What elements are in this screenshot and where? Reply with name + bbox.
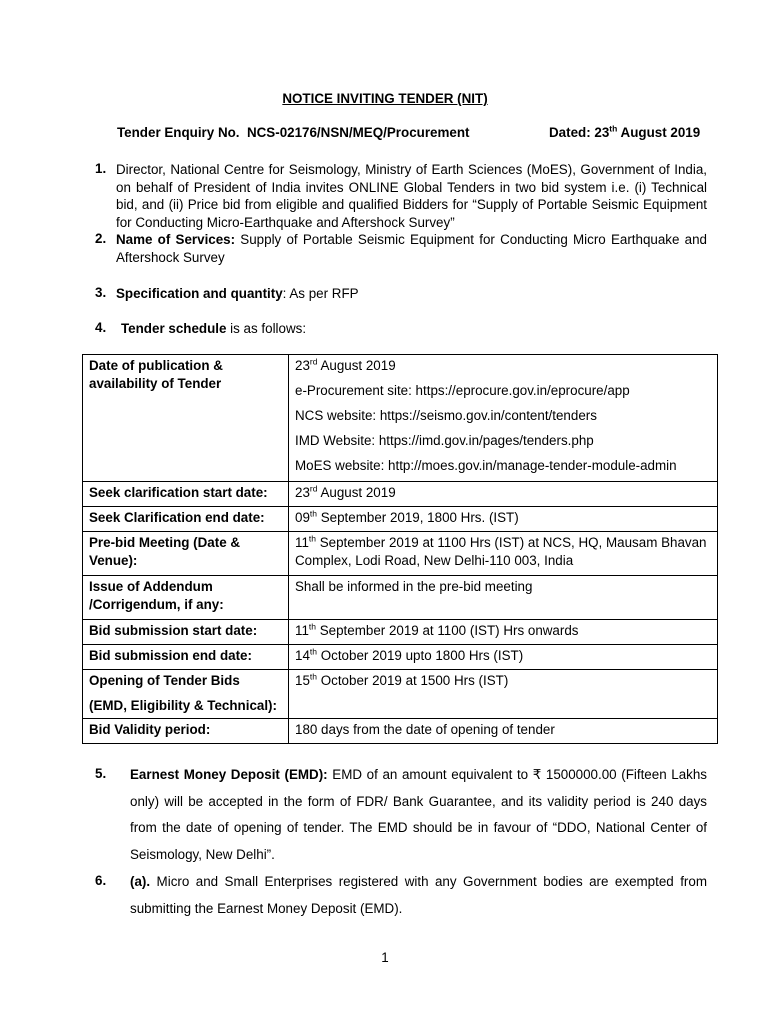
cell-sup: th [309,671,317,682]
tender-date-rest: August 2019 [617,125,701,140]
tender-date-day: Dated: 23 [549,125,610,140]
item-5-number: 5. [95,766,107,781]
item-1-number: 1. [95,161,107,176]
schedule-value-publication [289,355,718,482]
cell-sup: th [309,508,317,519]
cell-rest: September 2019 at 1100 Hrs (IST) at NCS, HQ, Mausam Bhavan Complex, Lodi Road, New Delhi-110 003, India [295,535,707,568]
table-row [83,576,718,620]
cell-day: 11 [295,623,309,638]
page-number: 1 [381,950,389,965]
publication-date [295,357,711,382]
item-3-label: Specification and quantity [116,286,283,301]
imd-website: IMD Website: https://imd.gov.in/pages/tenders.php [295,433,594,448]
schedule-value-bid-end [289,645,718,670]
schedule-key-addendum: Issue of Addendum /Corrigendum, if any: [83,576,289,620]
schedule-value-prebid [289,532,718,576]
schedule-value-addendum: Shall be informed in the pre-bid meeting [289,576,718,620]
cell-rest: September 2019, 1800 Hrs. (IST) [317,510,519,525]
cell-rest: October 2019 upto 1800 Hrs (IST) [317,648,524,663]
schedule-value-opening [289,670,718,719]
tender-schedule-table [82,354,718,744]
schedule-key-publication: Date of publication & availability of Tender [83,355,289,482]
table-row [83,620,718,645]
table-row [83,645,718,670]
table-row [83,670,718,719]
ncs-website: NCS website: https://seismo.gov.in/content/tenders [295,408,597,423]
schedule-key-prebid: Pre-bid Meeting (Date & Venue): [83,532,289,576]
cell-sup: th [308,533,316,544]
table-row [83,355,718,482]
item-2-number: 2. [95,231,107,246]
schedule-value-clarification-end [289,507,718,532]
item-3 [116,285,707,303]
cell-rest: October 2019 at 1500 Hrs (IST) [317,673,509,688]
item-2 [116,231,707,266]
publication-sup: rd [309,356,318,367]
item-3-text: : As per RFP [282,286,359,301]
item-2-label: Name of Services: [116,232,236,247]
tender-date [549,125,700,140]
cell-day: 11 [295,535,309,550]
table-row [83,482,718,507]
tender-enquiry-number: NCS-02176/NSN/MEQ/Procurement [246,125,470,140]
item-3-number: 3. [95,285,107,300]
cell-rest: August 2019 [317,485,396,500]
cell-sup: th [308,621,316,632]
page-title: NOTICE INVITING TENDER (NIT) [282,91,488,106]
table-row [83,507,718,532]
opening-key-line2: (EMD, Eligibility & Technical): [89,698,277,713]
schedule-key-clarification-start: Seek clarification start date: [83,482,289,507]
schedule-key-opening [83,670,289,719]
schedule-key-validity: Bid Validity period: [83,719,289,744]
item-6-number: 6. [95,873,107,888]
tender-date-sup: th [609,123,618,134]
item-5 [130,762,707,868]
tender-enquiry-label: Tender Enquiry No. [117,125,240,140]
cell-day: 09 [295,510,310,525]
item-6-text: Micro and Small Enterprises registered with any Government bodies are exempted from submitting the Earnest Money Deposit (EMD). [130,874,707,916]
cell-day: 14 [295,648,310,663]
cell-rest: September 2019 at 1100 (IST) Hrs onwards [316,623,579,638]
eprocure-site: e-Procurement site: https://eprocure.gov.in/eprocure/app [295,383,630,398]
item-6 [130,869,707,922]
item-6-label: (a). [130,874,151,889]
publication-day: 23 [295,358,310,373]
schedule-value-clarification-start [289,482,718,507]
moes-website: MoES website: http://moes.gov.in/manage-tender-module-admin [295,458,677,473]
opening-key-line1: Opening of Tender Bids [89,673,240,688]
cell-sup: th [309,646,317,657]
item-4-text: is as follows: [226,321,307,336]
item-4-label: Tender schedule [121,321,227,336]
item-4-number: 4. [95,320,107,335]
item-5-label: Earnest Money Deposit (EMD): [130,767,328,782]
publication-month: August 2019 [317,358,396,373]
item-2-text: Supply of Portable Seismic Equipment for Conducting Micro Earthquake and Aftershock Survey [116,232,708,265]
tender-enquiry-ref [117,125,469,140]
schedule-key-bid-end: Bid submission end date: [83,645,289,670]
schedule-key-bid-start: Bid submission start date: [83,620,289,645]
cell-sup: rd [309,483,318,494]
schedule-value-bid-start [289,620,718,645]
cell-day: 23 [295,485,310,500]
schedule-value-validity: 180 days from the date of opening of tender [289,719,718,744]
table-row [83,719,718,744]
cell-day: 15 [295,673,310,688]
item-1-text: Director, National Centre for Seismology, Ministry of Earth Sciences (MoES), Government of India, on behalf of President of India invites ONLINE Global Tenders in two bid system i.e. (i) Technical bid, and (ii) Price bid from eligible and qualified Bidders for “Supply of Portable Seismic Equipment for Conducting Micro-Earthquake and Aftershock Survey” [116,162,707,230]
schedule-key-clarification-end: Seek Clarification end date: [83,507,289,532]
table-row [83,532,718,576]
item-4 [121,320,712,338]
item-5-text: EMD of an amount equivalent to ₹ 1500000.00 (Fifteen Lakhs only) will be accepted in the form of FDR/ Bank Guarantee, and its validity period is 240 days from the date of opening of tender. The EMD should be in favour of “DDO, National Center of Seismology, New Delhi”. [130,767,708,862]
